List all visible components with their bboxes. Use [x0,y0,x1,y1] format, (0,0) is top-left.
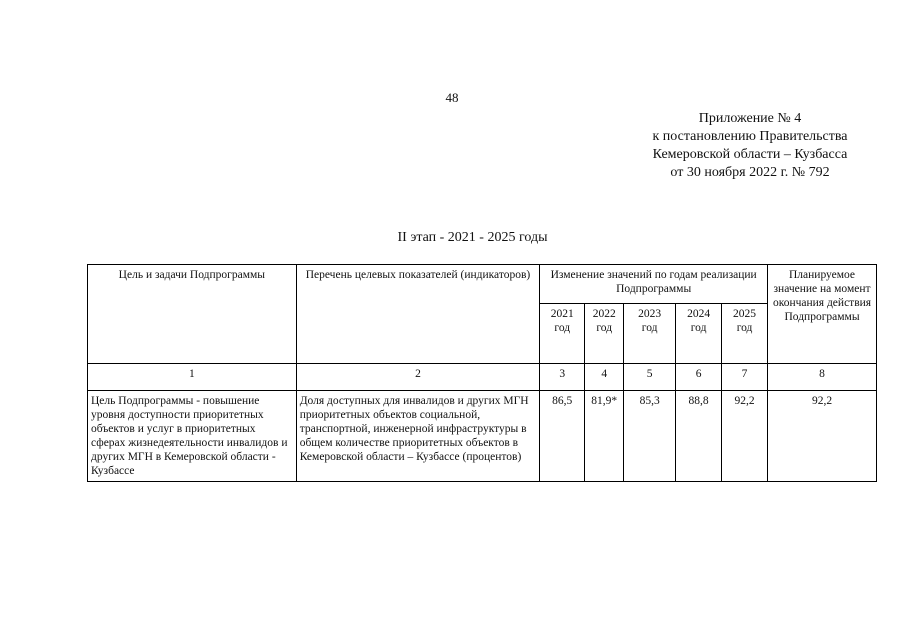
column-number: 3 [540,364,585,391]
page-number: 48 [445,90,459,105]
value-2023: 85,3 [624,391,676,482]
column-numbers-row [88,364,877,391]
year-unit: год [596,322,613,334]
table-header-row [88,265,877,304]
column-number: 2 [296,364,540,391]
year-value: 2024 [687,308,711,320]
year-value: 2023 [638,308,662,320]
header-year-2024 [676,304,722,364]
value-2024: 88,8 [676,391,722,482]
appendix-line-3: Кемеровской области – Кузбасса [652,147,848,162]
year-value: 2025 [733,308,757,320]
header-year-2021 [540,304,585,364]
column-number: 5 [624,364,676,391]
planned-value: 92,2 [768,391,877,482]
appendix-line-2: к постановлению Правительства [652,129,848,144]
column-number: 4 [585,364,624,391]
value-2022: 81,9* [585,391,624,482]
year-unit: год [690,322,707,334]
header-change-by-years: Изменение значений по годам реализации Подпрограммы [540,265,768,304]
column-number: 8 [768,364,877,391]
column-number: 1 [88,364,297,391]
header-planned: Планируемое значение на момент окончания действия Подпрограммы [768,265,877,364]
year-value: 2021 [550,308,574,320]
appendix-header [600,110,900,182]
goal-cell: Цель Подпрограммы - повышение уровня доступности приоритетных объектов и услуг в приоритетных сферах жизнедеятельности инвалидов и других МГН в Кемеровской области - Кузбассе [88,391,297,482]
header-indicators: Перечень целевых показателей (индикаторов) [296,265,540,364]
header-year-2023 [624,304,676,364]
column-number: 6 [676,364,722,391]
header-goal: Цель и задачи Подпрограммы [88,265,297,364]
header-year-2025 [722,304,768,364]
table-row [88,391,877,482]
column-number: 7 [722,364,768,391]
indicators-table [87,264,877,482]
year-unit: год [736,322,753,334]
header-year-2022 [585,304,624,364]
year-unit: год [641,322,658,334]
stage-title: II этап - 2021 - 2025 годы [397,230,548,245]
year-value: 2022 [592,308,616,320]
appendix-line-1: Приложение № 4 [698,111,802,126]
value-2021: 86,5 [540,391,585,482]
appendix-line-4: от 30 ноября 2022 г. № 792 [670,165,830,180]
value-2025: 92,2 [722,391,768,482]
year-unit: год [554,322,571,334]
indicator-cell: Доля доступных для инвалидов и других МГН приоритетных объектов социальной, транспортной, инженерной инфраструктуры в общем количестве приоритетных объектов в Кемеровской области – Кузбассе (процентов) [296,391,540,482]
